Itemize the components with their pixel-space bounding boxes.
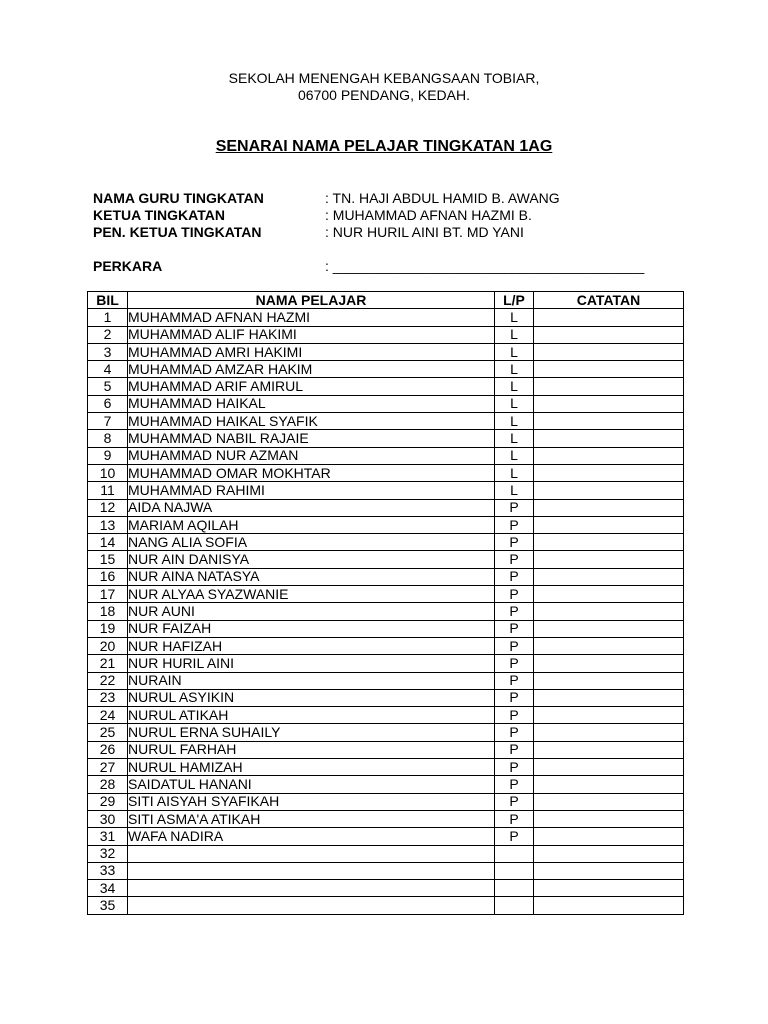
gender-cell: P bbox=[495, 516, 534, 533]
remarks-cell bbox=[534, 551, 684, 568]
gender-cell: L bbox=[495, 309, 534, 326]
student-name-cell: NUR FAIZAH bbox=[128, 620, 495, 637]
remarks-cell bbox=[534, 309, 684, 326]
table-row bbox=[88, 326, 684, 343]
row-number-cell: 7 bbox=[88, 413, 128, 430]
perkara-label: PERKARA bbox=[93, 258, 163, 274]
row-number-cell: 26 bbox=[88, 741, 128, 758]
row-number-cell: 19 bbox=[88, 620, 128, 637]
student-name-cell: NURAIN bbox=[128, 672, 495, 689]
remarks-cell bbox=[534, 897, 684, 914]
student-name-cell bbox=[128, 845, 495, 862]
student-name-cell: WAFA NADIRA bbox=[128, 828, 495, 845]
gender-cell: L bbox=[495, 361, 534, 378]
gender-cell: P bbox=[495, 620, 534, 637]
table-row bbox=[88, 586, 684, 603]
header-nama-pelajar: NAMA PELAJAR bbox=[128, 292, 495, 309]
row-number-cell: 8 bbox=[88, 430, 128, 447]
row-number-cell: 6 bbox=[88, 395, 128, 412]
student-name-cell: NUR HURIL AINI bbox=[128, 655, 495, 672]
student-name-cell: NURUL HAMIZAH bbox=[128, 759, 495, 776]
row-number-cell: 5 bbox=[88, 378, 128, 395]
row-number-cell: 16 bbox=[88, 568, 128, 585]
student-name-cell: SITI ASMA'A ATIKAH bbox=[128, 810, 495, 827]
gender-cell: P bbox=[495, 828, 534, 845]
table-row bbox=[88, 378, 684, 395]
remarks-cell bbox=[534, 810, 684, 827]
student-name-cell: NUR ALYAA SYAZWANIE bbox=[128, 586, 495, 603]
student-name-cell: NURUL ERNA SUHAILY bbox=[128, 724, 495, 741]
row-number-cell: 18 bbox=[88, 603, 128, 620]
gender-cell: P bbox=[495, 534, 534, 551]
info-row-pen-ketua bbox=[93, 224, 560, 241]
table-row bbox=[88, 845, 684, 862]
remarks-cell bbox=[534, 413, 684, 430]
row-number-cell: 23 bbox=[88, 689, 128, 706]
remarks-cell bbox=[534, 828, 684, 845]
table-row bbox=[88, 810, 684, 827]
info-row-guru bbox=[93, 190, 560, 207]
table-row bbox=[88, 482, 684, 499]
info-value: : NUR HURIL AINI BT. MD YANI bbox=[325, 224, 524, 240]
info-row-ketua bbox=[93, 207, 560, 224]
table-row bbox=[88, 741, 684, 758]
student-name-cell bbox=[128, 880, 495, 897]
student-name-cell: MUHAMMAD AMZAR HAKIM bbox=[128, 361, 495, 378]
remarks-cell bbox=[534, 464, 684, 481]
gender-cell: P bbox=[495, 707, 534, 724]
school-postcode-city: 06700 PENDANG, KEDAH. bbox=[298, 87, 470, 103]
row-number-cell: 3 bbox=[88, 343, 128, 360]
student-name-cell bbox=[128, 862, 495, 879]
table-row bbox=[88, 343, 684, 360]
table-row bbox=[88, 897, 684, 914]
remarks-cell bbox=[534, 620, 684, 637]
table-row bbox=[88, 447, 684, 464]
student-name-cell: NURUL ATIKAH bbox=[128, 707, 495, 724]
row-number-cell: 12 bbox=[88, 499, 128, 516]
remarks-cell bbox=[534, 759, 684, 776]
table-row bbox=[88, 534, 684, 551]
student-name-cell: MUHAMMAD OMAR MOKHTAR bbox=[128, 464, 495, 481]
table-row bbox=[88, 309, 684, 326]
student-name-cell: NUR AUNI bbox=[128, 603, 495, 620]
table-row bbox=[88, 499, 684, 516]
row-number-cell: 31 bbox=[88, 828, 128, 845]
row-number-cell: 28 bbox=[88, 776, 128, 793]
row-number-cell: 10 bbox=[88, 464, 128, 481]
row-number-cell: 32 bbox=[88, 845, 128, 862]
gender-cell: P bbox=[495, 793, 534, 810]
student-name-cell: NUR AINA NATASYA bbox=[128, 568, 495, 585]
table-row bbox=[88, 430, 684, 447]
remarks-cell bbox=[534, 395, 684, 412]
student-name-cell: NANG ALIA SOFIA bbox=[128, 534, 495, 551]
info-label: KETUA TINGKATAN bbox=[93, 207, 225, 223]
gender-cell bbox=[495, 880, 534, 897]
table-row bbox=[88, 776, 684, 793]
gender-cell bbox=[495, 862, 534, 879]
remarks-cell bbox=[534, 482, 684, 499]
table-row bbox=[88, 637, 684, 654]
table-row bbox=[88, 464, 684, 481]
row-number-cell: 14 bbox=[88, 534, 128, 551]
row-number-cell: 11 bbox=[88, 482, 128, 499]
student-name-cell: MUHAMMAD RAHIMI bbox=[128, 482, 495, 499]
table-row bbox=[88, 413, 684, 430]
row-number-cell: 2 bbox=[88, 326, 128, 343]
table-row bbox=[88, 603, 684, 620]
school-address bbox=[0, 70, 768, 104]
table-row bbox=[88, 551, 684, 568]
row-number-cell: 22 bbox=[88, 672, 128, 689]
table-header-row bbox=[88, 292, 684, 309]
row-number-cell: 35 bbox=[88, 897, 128, 914]
row-number-cell: 21 bbox=[88, 655, 128, 672]
header-catatan: CATATAN bbox=[534, 292, 684, 309]
student-name-cell: MUHAMMAD HAIKAL SYAFIK bbox=[128, 413, 495, 430]
remarks-cell bbox=[534, 689, 684, 706]
table-row bbox=[88, 759, 684, 776]
info-label: PEN. KETUA TINGKATAN bbox=[93, 224, 262, 240]
gender-cell: P bbox=[495, 568, 534, 585]
table-row bbox=[88, 862, 684, 879]
table-row bbox=[88, 880, 684, 897]
student-name-cell: SITI AISYAH SYAFIKAH bbox=[128, 793, 495, 810]
perkara-blank-line: : ________________________________________ bbox=[325, 258, 645, 274]
remarks-cell bbox=[534, 741, 684, 758]
gender-cell: L bbox=[495, 413, 534, 430]
student-list-table bbox=[87, 291, 684, 915]
student-name-cell bbox=[128, 897, 495, 914]
header-bil: BIL bbox=[88, 292, 128, 309]
student-name-cell: SAIDATUL HANANI bbox=[128, 776, 495, 793]
remarks-cell bbox=[534, 655, 684, 672]
gender-cell: P bbox=[495, 689, 534, 706]
gender-cell: P bbox=[495, 810, 534, 827]
table-row bbox=[88, 516, 684, 533]
student-name-cell: MUHAMMAD AFNAN HAZMI bbox=[128, 309, 495, 326]
row-number-cell: 27 bbox=[88, 759, 128, 776]
gender-cell: P bbox=[495, 551, 534, 568]
row-number-cell: 30 bbox=[88, 810, 128, 827]
remarks-cell bbox=[534, 793, 684, 810]
row-number-cell: 24 bbox=[88, 707, 128, 724]
row-number-cell: 15 bbox=[88, 551, 128, 568]
class-info bbox=[93, 190, 560, 241]
row-number-cell: 34 bbox=[88, 880, 128, 897]
table-row bbox=[88, 724, 684, 741]
student-name-cell: AIDA NAJWA bbox=[128, 499, 495, 516]
gender-cell: L bbox=[495, 464, 534, 481]
gender-cell: P bbox=[495, 603, 534, 620]
student-name-cell: NURUL ASYIKIN bbox=[128, 689, 495, 706]
info-label: NAMA GURU TINGKATAN bbox=[93, 190, 264, 206]
gender-cell: P bbox=[495, 655, 534, 672]
gender-cell: P bbox=[495, 759, 534, 776]
row-number-cell: 17 bbox=[88, 586, 128, 603]
row-number-cell: 20 bbox=[88, 637, 128, 654]
gender-cell: L bbox=[495, 395, 534, 412]
gender-cell: P bbox=[495, 776, 534, 793]
remarks-cell bbox=[534, 516, 684, 533]
remarks-cell bbox=[534, 880, 684, 897]
table-row bbox=[88, 655, 684, 672]
row-number-cell: 33 bbox=[88, 862, 128, 879]
header-lp: L/P bbox=[495, 292, 534, 309]
remarks-cell bbox=[534, 672, 684, 689]
remarks-cell bbox=[534, 447, 684, 464]
gender-cell: L bbox=[495, 447, 534, 464]
info-value: : TN. HAJI ABDUL HAMID B. AWANG bbox=[325, 190, 560, 206]
student-name-cell: MUHAMMAD ARIF AMIRUL bbox=[128, 378, 495, 395]
gender-cell: P bbox=[495, 724, 534, 741]
student-name-cell: MUHAMMAD NABIL RAJAIE bbox=[128, 430, 495, 447]
gender-cell bbox=[495, 845, 534, 862]
row-number-cell: 1 bbox=[88, 309, 128, 326]
remarks-cell bbox=[534, 707, 684, 724]
table-row bbox=[88, 395, 684, 412]
remarks-cell bbox=[534, 361, 684, 378]
document-title: SENARAI NAMA PELAJAR TINGKATAN 1AG bbox=[215, 138, 553, 155]
gender-cell: L bbox=[495, 326, 534, 343]
row-number-cell: 29 bbox=[88, 793, 128, 810]
table-row bbox=[88, 361, 684, 378]
table-row bbox=[88, 689, 684, 706]
remarks-cell bbox=[534, 343, 684, 360]
remarks-cell bbox=[534, 568, 684, 585]
remarks-cell bbox=[534, 378, 684, 395]
student-name-cell: MUHAMMAD AMRI HAKIMI bbox=[128, 343, 495, 360]
table-row bbox=[88, 672, 684, 689]
gender-cell: P bbox=[495, 637, 534, 654]
table-row bbox=[88, 793, 684, 810]
gender-cell: L bbox=[495, 343, 534, 360]
table-row bbox=[88, 568, 684, 585]
info-value: : MUHAMMAD AFNAN HAZMI B. bbox=[325, 207, 532, 223]
perkara-row bbox=[93, 258, 644, 274]
student-name-cell: MARIAM AQILAH bbox=[128, 516, 495, 533]
table-row bbox=[88, 707, 684, 724]
row-number-cell: 13 bbox=[88, 516, 128, 533]
gender-cell: P bbox=[495, 586, 534, 603]
remarks-cell bbox=[534, 603, 684, 620]
student-name-cell: NUR AIN DANISYA bbox=[128, 551, 495, 568]
remarks-cell bbox=[534, 724, 684, 741]
gender-cell: P bbox=[495, 672, 534, 689]
row-number-cell: 9 bbox=[88, 447, 128, 464]
remarks-cell bbox=[534, 637, 684, 654]
gender-cell: L bbox=[495, 378, 534, 395]
student-name-cell: NURUL FARHAH bbox=[128, 741, 495, 758]
gender-cell: L bbox=[495, 430, 534, 447]
row-number-cell: 25 bbox=[88, 724, 128, 741]
gender-cell: P bbox=[495, 499, 534, 516]
gender-cell: L bbox=[495, 482, 534, 499]
student-name-cell: MUHAMMAD ALIF HAKIMI bbox=[128, 326, 495, 343]
remarks-cell bbox=[534, 776, 684, 793]
remarks-cell bbox=[534, 534, 684, 551]
row-number-cell: 4 bbox=[88, 361, 128, 378]
school-name: SEKOLAH MENENGAH KEBANGSAAN TOBIAR, bbox=[228, 70, 540, 86]
remarks-cell bbox=[534, 499, 684, 516]
table-row bbox=[88, 828, 684, 845]
gender-cell: P bbox=[495, 741, 534, 758]
student-name-cell: NUR HAFIZAH bbox=[128, 637, 495, 654]
remarks-cell bbox=[534, 845, 684, 862]
gender-cell bbox=[495, 897, 534, 914]
student-name-cell: MUHAMMAD NUR AZMAN bbox=[128, 447, 495, 464]
table-row bbox=[88, 620, 684, 637]
remarks-cell bbox=[534, 430, 684, 447]
remarks-cell bbox=[534, 862, 684, 879]
remarks-cell bbox=[534, 586, 684, 603]
student-name-cell: MUHAMMAD HAIKAL bbox=[128, 395, 495, 412]
remarks-cell bbox=[534, 326, 684, 343]
